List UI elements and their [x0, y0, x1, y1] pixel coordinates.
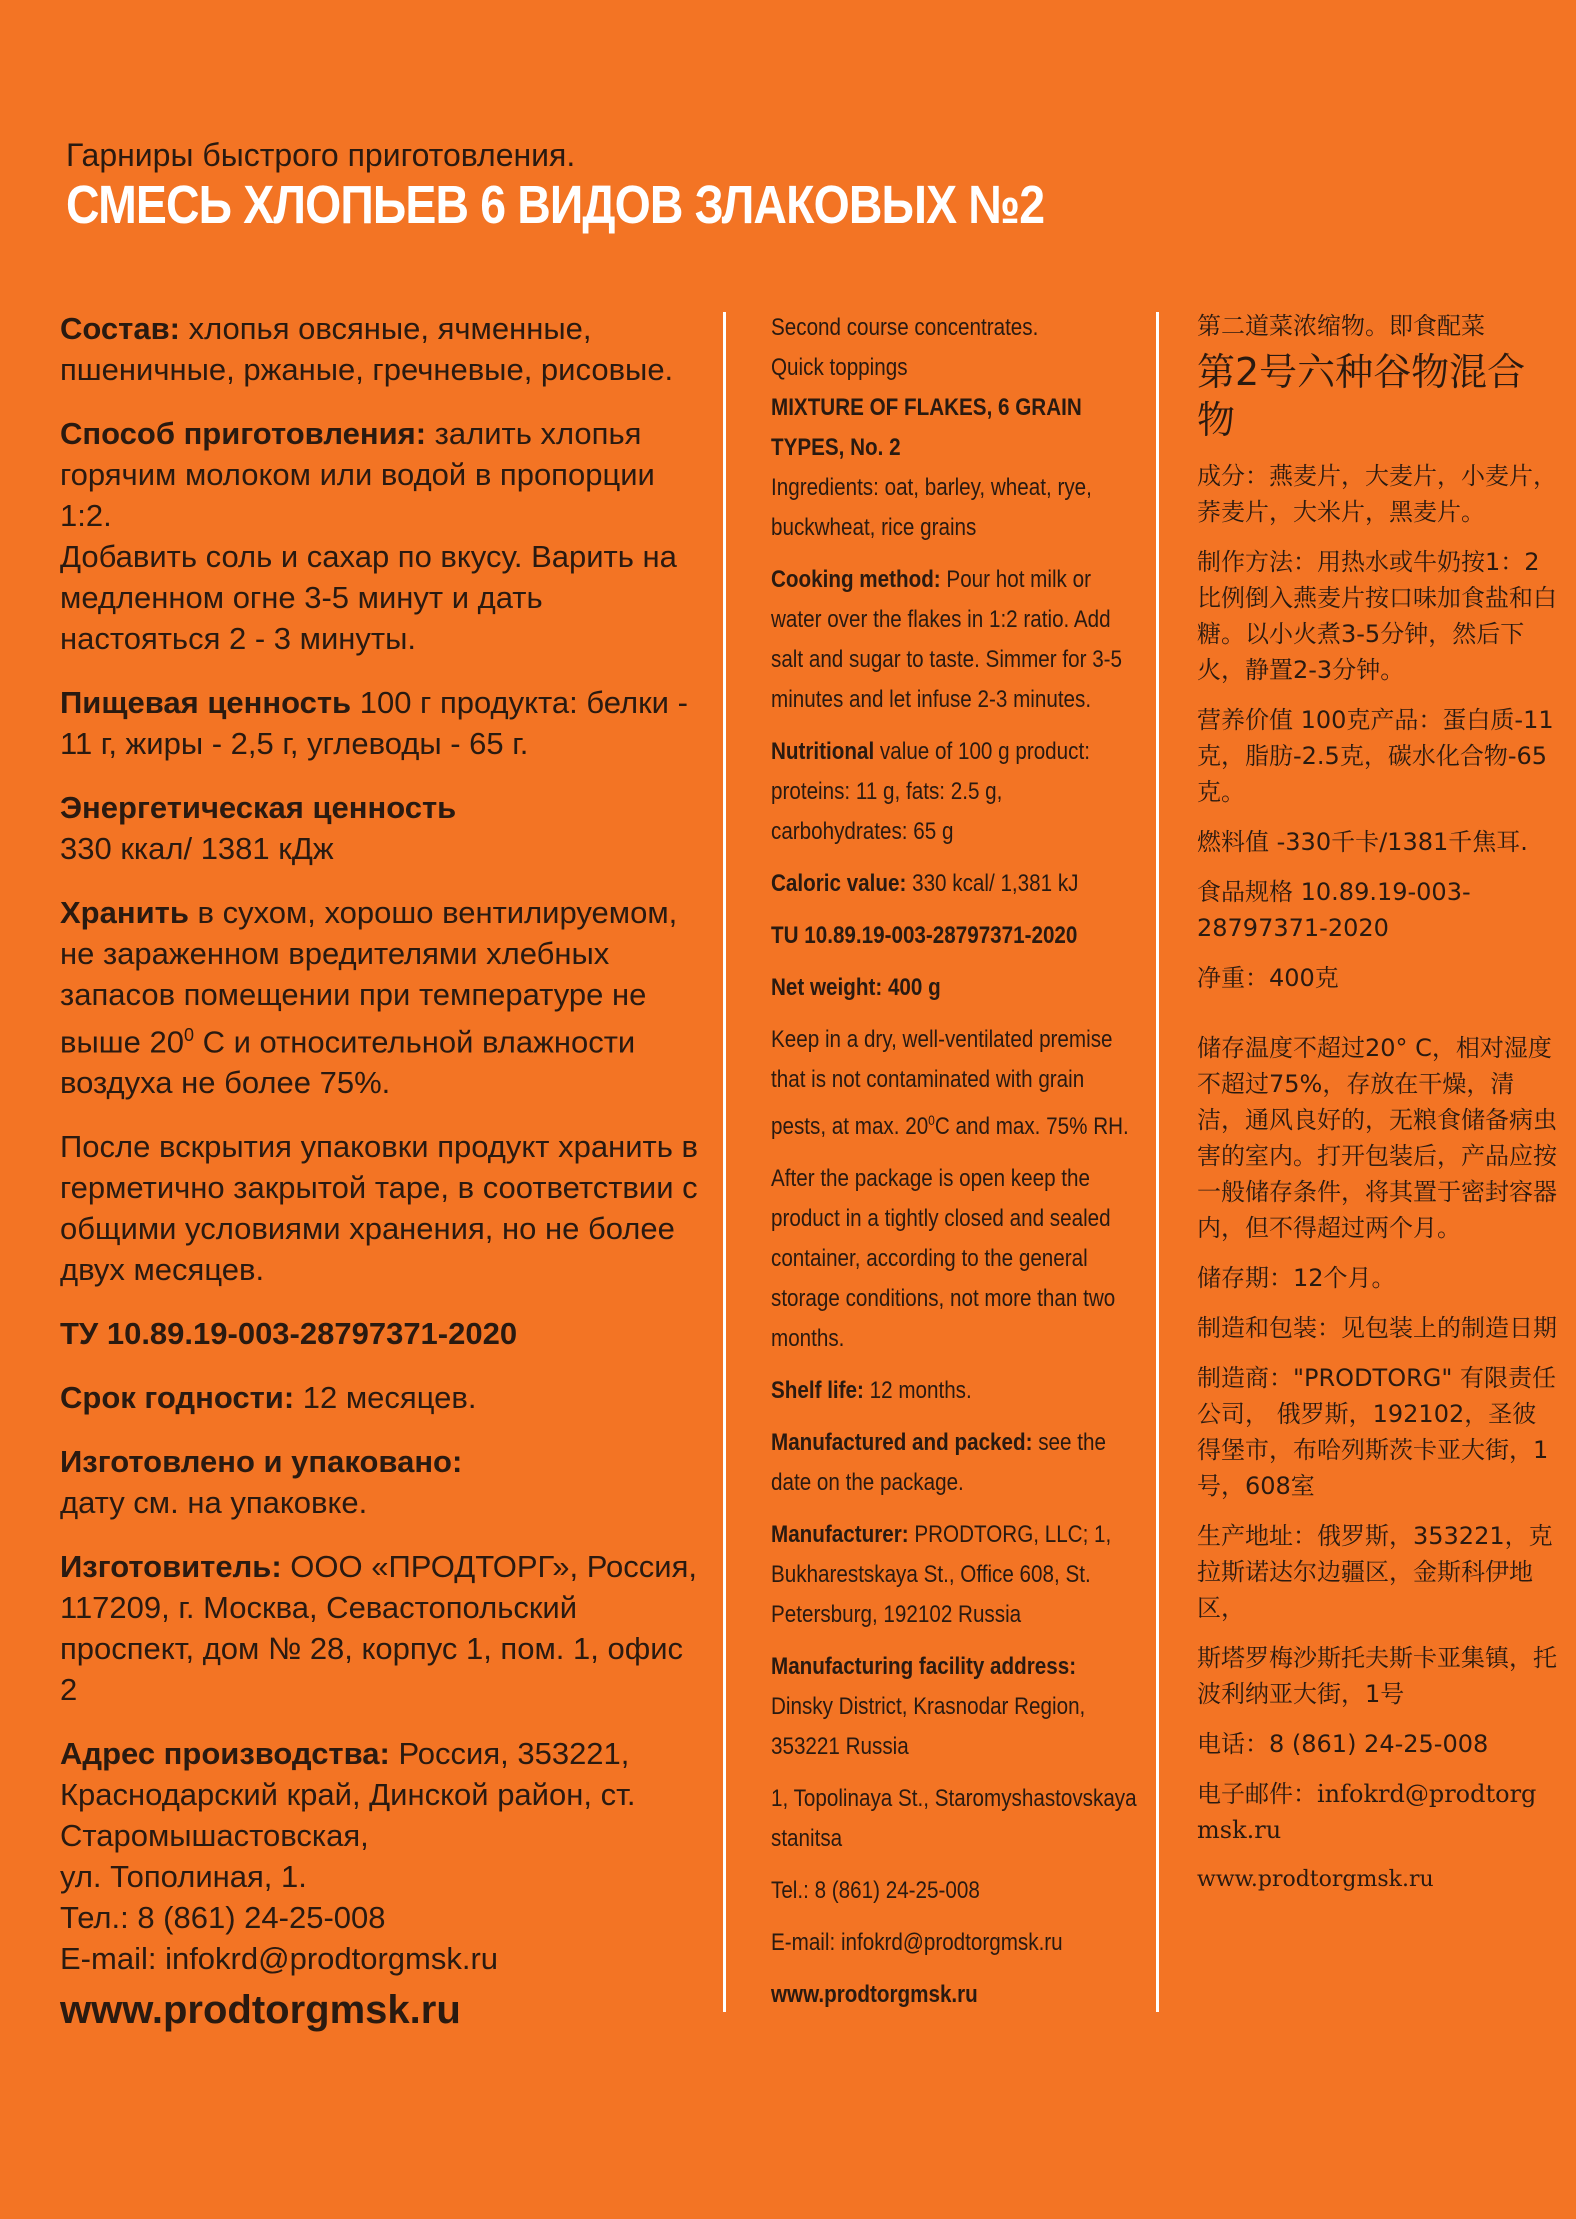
product-title: СМЕСЬ ХЛОПЬЕВ 6 ВИДОВ ЗЛАКОВЫХ №2	[66, 175, 1045, 235]
zh-nutrition: 营养价值 100克产品：蛋白质-11克，脂肪-2.5克，碳水化合物-65克。	[1197, 706, 1554, 806]
en-street: 1, Topolinaya St., Staromyshastovskaya stanitsa	[771, 1785, 1137, 1852]
en-nutrition: Nutritional value of 100 g product: proteins: 11 g, fats: 2.5 g, carbohydrates: 65 g	[771, 738, 1090, 845]
russian-column	[60, 308, 700, 2035]
product-subtitle: Гарниры быстрого приготовления.	[66, 137, 576, 173]
en-after-open: After the package is open keep the product in a tightly closed and sealed container, according to the general storage conditions, not more than two months.	[771, 1165, 1116, 1352]
en-phone: Tel.: 8 (861) 24-25-008	[771, 1877, 980, 1904]
en-made: Manufactured and packed: see the date on the package.	[771, 1429, 1106, 1496]
zh-address: 生产地址：俄罗斯，353221，克拉斯诺达尔边疆区，金斯科伊地区，	[1197, 1522, 1553, 1622]
en-website: www.prodtorgmsk.ru	[771, 1981, 978, 2008]
ru-tu: ТУ 10.89.19-003-28797371-2020	[60, 1316, 518, 1352]
ru-phone: Тел.: 8 (861) 24-25-008	[60, 1900, 386, 1936]
english-column	[771, 308, 1141, 2027]
en-intro: Second course concentrates. Quick toppings MIXTURE OF FLAKES, 6 GRAIN TYPES, No. 2 Ingredients: oat, barley, wheat, rye, buckwheat, rice grains	[771, 314, 1092, 541]
chinese-column	[1197, 308, 1557, 1912]
ru-address: Адрес производства: Россия, 353221, Краснодарский край, Динской район, ст. Старомышастовская, ул. Тополиная, 1. Тел.: 8 (861) 24-25-008 E-mail: infokrd@prodtorgmsk.ru	[60, 1736, 636, 1977]
ru-storage: Хранить в сухом, хорошо вентилируемом, не зараженном вредителями хлебных запасов помещении при температуре не выше $20^0$ С и относительной влажности воздуха не более 75%.	[60, 895, 678, 1101]
zh-storage: 储存温度不超过20° C，相对湿度不超过75%，存放在干燥，清洁，通风良好的，无粮食储备病虫害的室内。打开包装后，产品应按一般储存条件，将其置于密封容器内，但不得超过两个月。	[1197, 1034, 1557, 1242]
en-facility: Manufacturing facility address: Dinsky District, Krasnodar Region, 353221 Russia	[771, 1653, 1086, 1760]
zh-ingredients: 成分：燕麦片，大麦片，小麦片，荞麦片，大米片，黑麦片。	[1197, 462, 1557, 526]
zh-net-weight: 净重：400克	[1197, 964, 1339, 992]
en-title: MIXTURE OF FLAKES, 6 GRAIN TYPES, No. 2	[771, 394, 1082, 461]
zh-email: 电子邮件：infokrd@prodtorgmsk.ru	[1197, 1780, 1537, 1844]
zh-street: 斯塔罗梅沙斯托夫斯卡亚集镇，托波利纳亚大街，1号	[1197, 1644, 1557, 1708]
ru-made: Изготовлено и упаковано: дату см. на упаковке.	[60, 1444, 463, 1521]
zh-phone: 电话：8 (861) 24-25-008	[1197, 1730, 1489, 1758]
zh-energy: 燃料值 -330千卡/1381千焦耳.	[1197, 828, 1528, 856]
en-email: E-mail: infokrd@prodtorgmsk.ru	[771, 1929, 1063, 1956]
en-manufacturer: Manufacturer: PRODTORG, LLC; 1, Bukharestskaya St., Office 608, St. Petersburg, 192102 Russia	[771, 1521, 1112, 1628]
zh-tu: 食品规格 10.89.19-003-28797371-2020	[1197, 878, 1471, 942]
ru-manufacturer: Изготовитель: ООО «ПРОДТОРГ», Россия, 117209, г. Москва, Севастопольский проспект, дом № 28, корпус 1, пом. 1, офис 2	[60, 1549, 697, 1708]
en-keep: Keep in a dry, well-ventilated premise that is not contaminated with grain pests, at max. $20^0C$ and max. 75% RH.	[771, 1026, 1129, 1140]
ru-composition: Состав: хлопья овсяные, ячменные, пшеничные, ржаные, гречневые, рисовые.	[60, 311, 674, 387]
ru-shelf-life: Срок годности: 12 месяцев.	[60, 1380, 477, 1416]
zh-made: 制造和包装：见包装上的制造日期	[1197, 1314, 1557, 1342]
zh-intro: 第二道菜浓缩物。即食配菜	[1197, 312, 1485, 340]
ru-website: www.prodtorgmsk.ru	[60, 1988, 461, 2033]
en-ingredients: Ingredients: oat, barley, wheat, rye, buckwheat, rice grains	[771, 474, 1092, 541]
en-shelf-life: Shelf life: 12 months.	[771, 1377, 972, 1404]
column-divider-right	[1156, 312, 1159, 2012]
header	[66, 135, 1526, 235]
ru-method: Способ приготовления: залить хлопья горячим молоком или водой в пропорции 1:2. Добавить соль и сахар по вкусу. Варить на медленном огне 3-5 минут и дать настояться 2 - 3 минуты.	[60, 416, 677, 656]
zh-method: 制作方法：用热水或牛奶按1：2比例倒入燕麦片按口味加食盐和白糖。以小火煮3-5分钟，然后下火，静置2-3分钟。	[1197, 548, 1557, 684]
ru-nutrition: Пищевая ценность 100 г продукта: белки - 11 г, жиры - 2,5 г, углеводы - 65 г.	[60, 685, 688, 761]
en-method: Cooking method: Pour hot milk or water over the flakes in 1:2 ratio. Add salt and sugar to taste. Simmer for 3-5 minutes and let infuse 2-3 minutes.	[771, 566, 1123, 713]
zh-title: 第2号六种谷物混合物	[1197, 350, 1526, 442]
column-divider-left	[723, 312, 726, 2012]
zh-website: www.prodtorgmsk.ru	[1197, 1867, 1434, 1892]
en-caloric: Caloric value: 330 kcal/ 1,381 kJ	[771, 870, 1079, 897]
en-net-weight: Net weight: 400 g	[771, 974, 941, 1001]
zh-manufacturer: 制造商："PRODTORG" 有限责任公司， 俄罗斯，192102，圣彼得堡市，布哈列斯茨卡亚大街，1号，608室	[1197, 1364, 1557, 1500]
zh-shelf-life: 储存期：12个月。	[1197, 1264, 1396, 1292]
ru-after-open: После вскрытия упаковки продукт хранить в герметично закрытой таре, в соответствии с общими условиями хранения, но не более двух месяцев.	[60, 1129, 698, 1288]
ru-email: E-mail: infokrd@prodtorgmsk.ru	[60, 1941, 499, 1977]
ru-energy: Энергетическая ценность 330 ккал/ 1381 кДж	[60, 790, 457, 866]
en-tu: TU 10.89.19-003-28797371-2020	[771, 922, 1078, 949]
